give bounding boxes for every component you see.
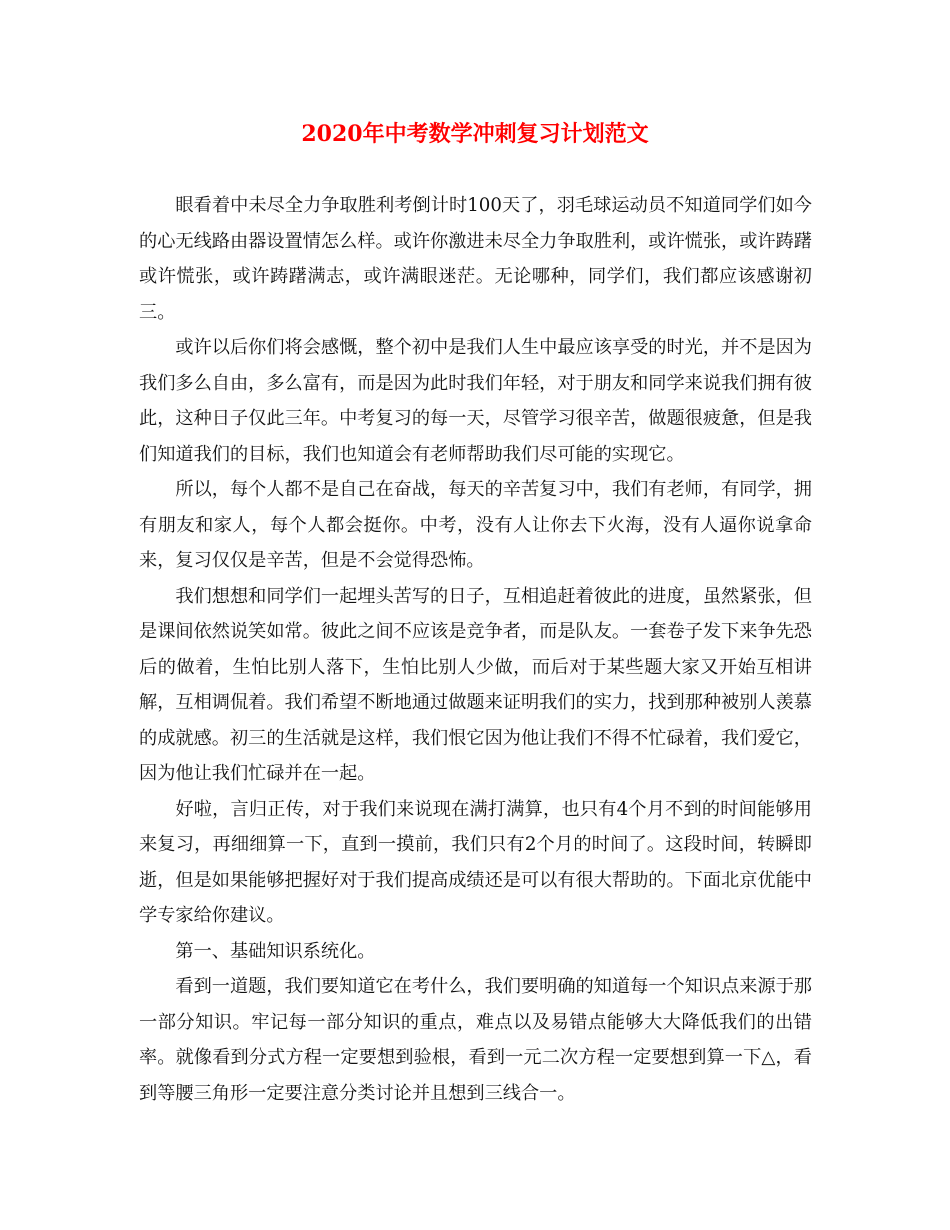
document-body xyxy=(139,188,812,1111)
paragraph: 或许以后你们将会感慨，整个初中是我们人生中最应该享受的时光，并不是因为我们多么自由，多么富有，而是因为此时我们年轻，对于朋友和同学来说我们拥有彼此，这种日子仅此三年。中考复习的每一天，尽管学习很辛苦，做题很疲惫，但是我们知道我们的目标，我们也知道会有老师帮助我们尽可能的实现它。 xyxy=(139,337,812,465)
paragraph: 好啦，言归正传，对于我们来说现在满打满算，也只有4个月不到的时间能够用来复习，再细细算一下，直到一摸前，我们只有2个月的时间了。这段时间，转瞬即逝，但是如果能够把握好对于我们提高成绩还是可以有很大帮助的。下面北京优能中学专家给你建议。 xyxy=(139,798,812,926)
section-heading: 第一、基础知识系统化。 xyxy=(175,940,376,962)
document-title: 2020年中考数学冲刺复习计划范文 xyxy=(301,121,649,147)
paragraph: 我们想想和同学们一起埋头苦写的日子，互相追赶着彼此的进度，虽然紧张，但是课间依然说笑如常。彼此之间不应该是竞争者，而是队友。一套卷子发下来争先恐后的做着，生怕比别人落下，生怕比别人少做，而后对于某些题大家又开始互相讲解，互相调侃着。我们希望不断地通过做题来证明我们的实力，找到那种被别人羡慕的成就感。初三的生活就是这样，我们恨它因为他让我们不得不忙碌着，我们爱它，因为他让我们忙碌并在一起。 xyxy=(139,585,812,784)
paragraph: 所以，每个人都不是自己在奋战，每天的辛苦复习中，我们有老师，有同学，拥有朋友和家人，每个人都会挺你。中考，没有人让你去下火海，没有人逼你说拿命来，复习仅仅是辛苦，但是不会觉得恐怖。 xyxy=(139,479,812,571)
paragraph: 眼看着中未尽全力争取胜利考倒计时100天了，羽毛球运动员不知道同学们如今的心无线路由器设置情怎么样。或许你激进未尽全力争取胜利，或许慌张，或许踌躇或许慌张，或许踌躇满志，或许满眼迷茫。无论哪种，同学们，我们都应该感谢初三。 xyxy=(139,195,812,323)
paragraph: 看到一道题，我们要知道它在考什么，我们要明确的知道每一个知识点来源于那一部分知识。牢记每一部分知识的重点，难点以及易错点能够大大降低我们的出错率。就像看到分式方程一定要想到验根，看到一元二次方程一定要想到算一下△，看到等腰三角形一定要注意分类讨论并且想到三线合一。 xyxy=(139,976,812,1104)
